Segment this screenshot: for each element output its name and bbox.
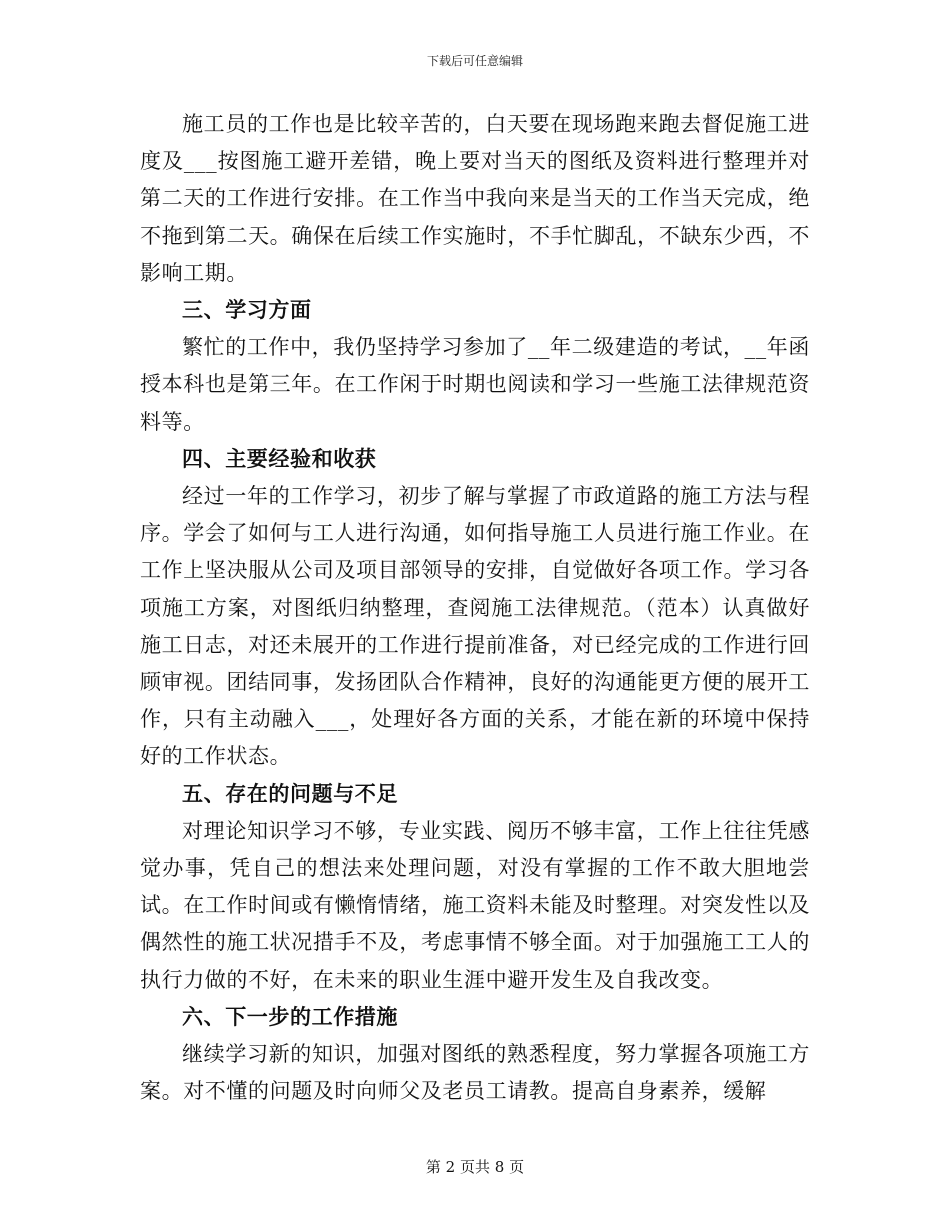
section-heading-experience: 四、主要经验和收获: [182, 446, 377, 471]
section-heading-study: 三、学习方面: [182, 298, 312, 323]
paragraph-next-steps: 继续学习新的知识，加强对图纸的熟悉程度，努力掌握各项施工方案。对不懂的问题及时向师父及老员工请教。提高自身素养，缓解: [140, 1042, 810, 1104]
section-heading-next-steps: 六、下一步的工作措施: [182, 1004, 398, 1029]
paragraph-experience: 经过一年的工作学习，初步了解与掌握了市政道路的施工方法与程序。学会了如何与工人进行沟通，如何指导施工人员进行施工作业。在工作上坚决服从公司及项目部领导的安排，自觉做好各项工作。学习各项施工方案，对图纸归纳整理，查阅施工法律规范。（范本）认真做好施工日志，对还未展开的工作进行提前准备，对已经完成的工作进行回顾审视。团结同事，发扬团队合作精神，良好的沟通能更方便的展开工作，只有主动融入___，处理好各方面的关系，才能在新的环境中保持好的工作状态。: [140, 484, 810, 769]
section-heading-problems: 五、存在的问题与不足: [182, 781, 398, 806]
paragraph-problems: 对理论知识学习不够，专业实践、阅历不够丰富，工作上往往凭感觉办事，凭自己的想法来处理问题，对没有掌握的工作不敢大胆地尝试。在工作时间或有懒惰情绪，施工资料未能及时整理。对突发性以及偶然性的施工状况措手不及，考虑事情不够全面。对于加强施工工人的执行力做的不好，在未来的职业生涯中避开发生及自我改变。: [140, 818, 810, 992]
paragraph-study: 繁忙的工作中，我仍坚持学习参加了__年二级建造的考试，__年函授本科也是第三年。在工作闲于时期也阅读和学习一些施工法律规范资料等。: [140, 335, 810, 434]
paragraph-work-duties: 施工员的工作也是比较辛苦的，白天要在现场跑来跑去督促施工进度及___按图施工避开差错，晚上要对当天的图纸及资料进行整理并对第二天的工作进行安排。在工作当中我向来是当天的工作当天完成，绝不拖到第二天。确保在后续工作实施时，不手忙脚乱，不缺东少西，不影响工期。: [140, 112, 810, 285]
page-header: 下载后可任意编辑: [426, 54, 523, 68]
document-body: [140, 106, 810, 1110]
page-footer-number: 第 2 页共 8 页: [425, 1158, 525, 1176]
